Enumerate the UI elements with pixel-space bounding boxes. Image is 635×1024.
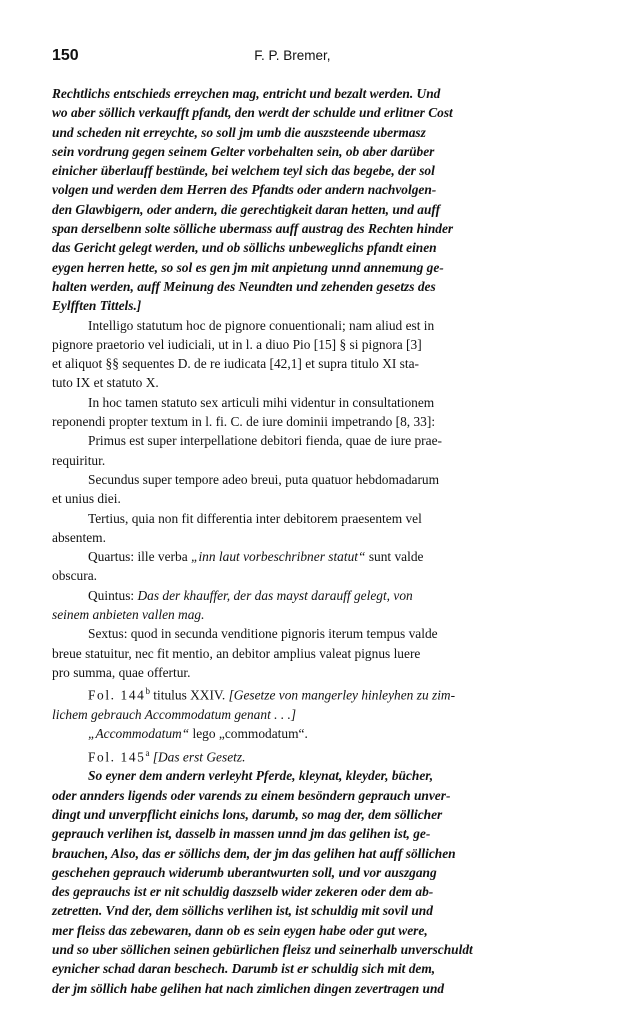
text-line: den Glawbigern, oder andern, die gerechtigkeit daran hetten, und auff [52, 201, 441, 217]
text-line: eynicher schad daran beschech. Darumb ist er schuldig sich mit dem, [52, 961, 436, 977]
text-line: Sextus: quod in secunda venditione pignoris iterum tempus valde [88, 626, 438, 642]
text-line: Eylfften Tittels.] [52, 298, 142, 314]
folio-ref: Fol. 144 [88, 687, 146, 703]
paragraph-quartus [52, 547, 526, 586]
text-line: Rechtlichs entschieds erreychen mag, entricht und bezalt werden. Und [52, 86, 441, 101]
paragraph-secundus [52, 470, 526, 509]
text-line: Tertius, quia non fit differentia inter debitorem praesentem vel [88, 510, 422, 526]
text-line: Intelligo statutum hoc de pignore conuentionali; nam aliud est in [88, 317, 435, 333]
text-line: pignore praetorio vel iudiciali, ut in l. a diuo Pio [15] § si pignora [3] [52, 336, 422, 352]
paragraph-intelligo [52, 316, 526, 393]
german-quote-block [52, 84, 526, 316]
text-line: et aliquot §§ sequentes D. de re iudicata [42,1] et supra titulo XI sta- [52, 356, 420, 372]
text-line: pro summa, quae offertur. [52, 664, 191, 680]
accommodatum-quote: „Accommodatum“ [88, 726, 190, 742]
paragraph-fol-145 [52, 744, 526, 767]
text-line: In hoc tamen statuto sex articuli mihi videntur in consultationem [88, 394, 435, 410]
german-title: [Das erst Gesetz. [149, 749, 246, 765]
german-title: [Gesetze von mangerley hinleyhen zu zim- [228, 687, 456, 703]
page-header [52, 46, 526, 70]
page-number: 150 [52, 47, 79, 64]
text-line: geschehen geprauch widerumb uberantwurten soll, und vor auszgang [52, 864, 437, 880]
text-line: und so uber söllichen seinen gebürlichen fleisz und seinerhalb unverschuldt [52, 942, 473, 957]
quintus-quote: Das der khauffer, der das mayst darauff gelegt, von [137, 587, 413, 603]
text-line: eygen herren hette, so sol es gen jm mit anpietung unnd annemung ge- [52, 259, 444, 275]
folio-sup: b [145, 686, 150, 697]
paragraph-accommodatum [52, 724, 526, 743]
text-line: zetretten. Vnd der, dem söllichs verlihen ist, ist schuldig mit sovil und [52, 903, 433, 919]
text-line: wo aber söllich verkaufft pfandt, den werdt der schulde und erlitner Cost [52, 105, 453, 121]
quintus-lead: Quintus: [88, 587, 138, 603]
text-line: und scheden nit erreychte, so soll jm umb die auszsteende ubermasz [52, 124, 426, 140]
text-line: requiritur. [52, 452, 106, 468]
paragraph-quintus [52, 586, 526, 625]
text-line: das Gericht gelegt werden, und ob söllichs unbeweglichs pfandt einen [52, 240, 437, 256]
text-line: der jm söllich habe gelihen hat nach zimlichen dingen zevertragen und [52, 980, 445, 996]
folio-ref: Fol. 145 [88, 749, 146, 765]
text-line: des geprauchs ist er nit schuldig daszselb wider zekeren oder dem ab- [52, 884, 434, 900]
text-line: halten werden, auff Meinung des Neundten und zehenden gesetzs des [52, 278, 436, 294]
text-line: dingt und unverpflicht einichs lons, darumb, so mag der, dem söllicher [52, 806, 443, 822]
text-line: geprauch verlihen ist, dasselb in massen unnd jm das gelihen ist, ge- [52, 826, 431, 842]
text-line: einicher überlauff bestünde, bei welchem teyl sich das begebe, der sol [52, 163, 435, 179]
text-line: absentem. [52, 529, 106, 545]
text-line: Primus est super interpellatione debitori fienda, quae de iure prae- [88, 433, 442, 449]
text-line: et unius diei. [52, 491, 121, 507]
text-line: breue statuitur, nec fit mentio, an debitor amplius valeat pignus luere [52, 645, 421, 661]
quartus-quote: „inn laut vorbeschribner statut“ [191, 549, 366, 565]
text-line: oder annders ligends oder varends zu einem besöndern geprauch unver- [52, 787, 451, 803]
text-line: volgen und werden dem Herren des Pfandts oder andern nachvolgen- [52, 182, 437, 198]
text-line: lichem gebrauch Accommodatum genant . . .] [52, 706, 297, 722]
paragraph-fol-144 [52, 682, 526, 724]
text-line: span derselbenn solte sölliche ubermass auff austrag des Rechten hinder [52, 221, 454, 237]
text-line: So eyner dem andern verleyht Pferde, kleynat, kleyder, bücher, [88, 768, 434, 784]
titulus: titulus XXIV. [149, 687, 229, 703]
text-line: obscura. [52, 568, 97, 584]
text-line: reponendi propter textum in l. fi. C. de iure dominii impetrando [8, 33]: [52, 414, 436, 430]
text-line: seinem anbieten vallen mag. [52, 607, 205, 623]
text-line: brauchen, Also, das er söllichs dem, der jm das gelihen hat auff söllichen [52, 845, 456, 861]
quartus-tail: sunt valde [365, 549, 424, 565]
paragraph-primus [52, 431, 526, 470]
paragraph-tertius [52, 509, 526, 548]
running-head: F. P. Bremer, [254, 48, 331, 63]
quartus-lead: Quartus: ille verba [88, 549, 191, 565]
text-line: mer fleiss das zebewaren, dann ob es sein eygen habe oder gut were, [52, 922, 428, 938]
paragraph-sextus [52, 624, 526, 682]
folio-sup: a [145, 747, 150, 758]
text-line: tuto IX et statuto X. [52, 375, 159, 391]
text-line: Secundus super tempore adeo breui, puta quatuor hebdomadarum [88, 471, 440, 487]
page [52, 46, 526, 998]
accommodatum-tail: lego „commodatum“. [189, 726, 308, 742]
text-line: sein vordrung gegen seinem Gelter vorbehalten sein, ob aber darüber [52, 143, 435, 159]
german-law-block [52, 766, 526, 998]
paragraph-in-hoc [52, 393, 526, 432]
